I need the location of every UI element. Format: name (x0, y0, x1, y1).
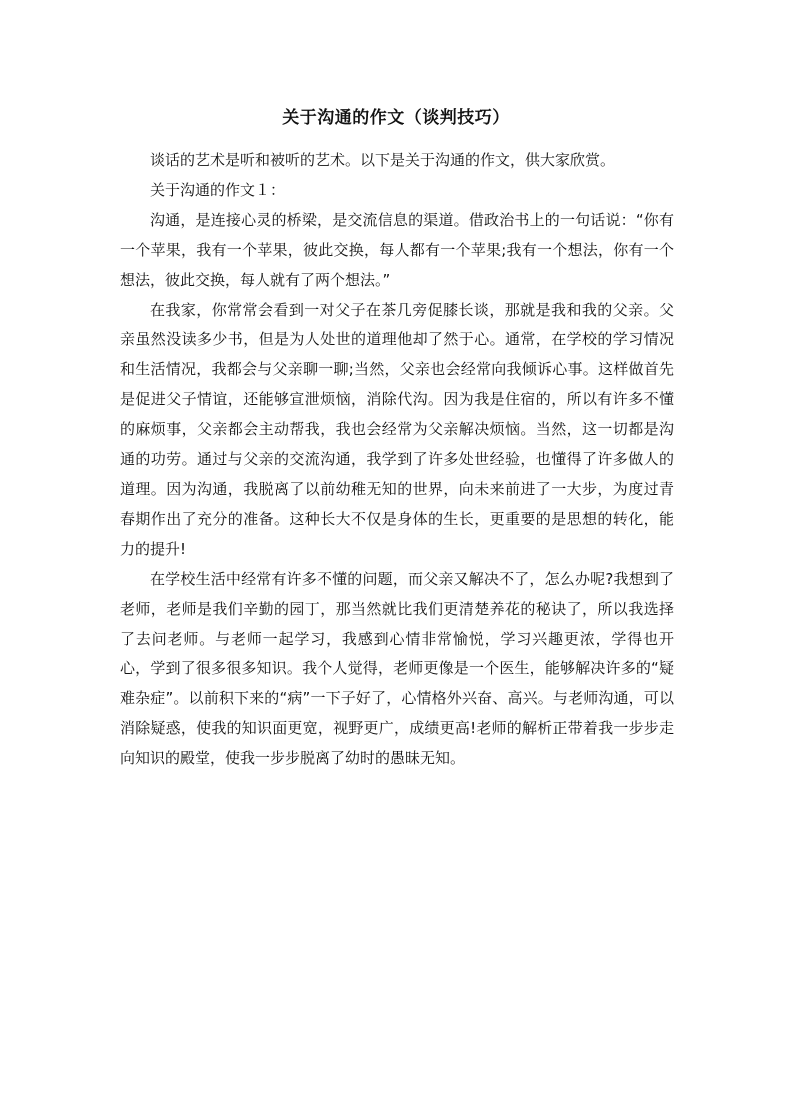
paragraph-1: 沟通，是连接心灵的桥梁，是交流信息的渠道。借政治书上的一句话说：“你有一个苹果，我有一个苹果，彼此交换，每人都有一个苹果;我有一个想法，你有一个想法，彼此交换，每人就有了两个想法。” (120, 210, 674, 289)
paragraph-3: 在学校生活中经常有许多不懂的问题，而父亲又解决不了，怎么办呢?我想到了老师，老师是我们辛勤的园丁，那当然就比我们更清楚养花的秘诀了，所以我选择了去问老师。与老师一起学习，我感到心情非常愉悦，学习兴趣更浓，学得也开心，学到了很多很多知识。我个人觉得，老师更像是一个医生，能够解决许多的“疑难杂症”。以前积下来的“病”一下子好了，心情格外兴奋、高兴。与老师沟通，可以消除疑惑，使我的知识面更宽，视野更广，成绩更高!老师的解析正带着我一步步走向知识的殿堂，使我一步步脱离了幼时的愚昧无知。 (120, 569, 674, 768)
paragraph-heading: 关于沟通的作文１： (150, 180, 286, 199)
document-body (120, 146, 674, 774)
paragraph-intro: 谈话的艺术是听和被听的艺术。以下是关于沟通的作文，供大家欣赏。 (150, 151, 616, 169)
document-title: 关于沟通的作文（谈判技巧） (282, 108, 510, 128)
paragraph-2: 在我家，你常常会看到一对父子在茶几旁促膝长谈，那就是我和我的父亲。父亲虽然没读多少书，但是为人处世的道理他却了然于心。通常，在学校的学习情况和生活情况，我都会与父亲聊一聊;当然，父亲也会经常向我倾诉心事。这样做首先是促进父子情谊，还能够宣泄烦恼，消除代沟。因为我是住宿的，所以有许多不懂的麻烦事，父亲都会主动帮我，我也会经常为父亲解决烦恼。当然，这一切都是沟通的功劳。通过与父亲的交流沟通，我学到了许多处世经验，也懂得了许多做人的道理。因为沟通，我脱离了以前幼稚无知的世界，向未来前进了一大步，为度过青春期作出了充分的准备。这种长大不仅是身体的生长，更重要的是思想的转化，能力的提升! (120, 300, 674, 558)
